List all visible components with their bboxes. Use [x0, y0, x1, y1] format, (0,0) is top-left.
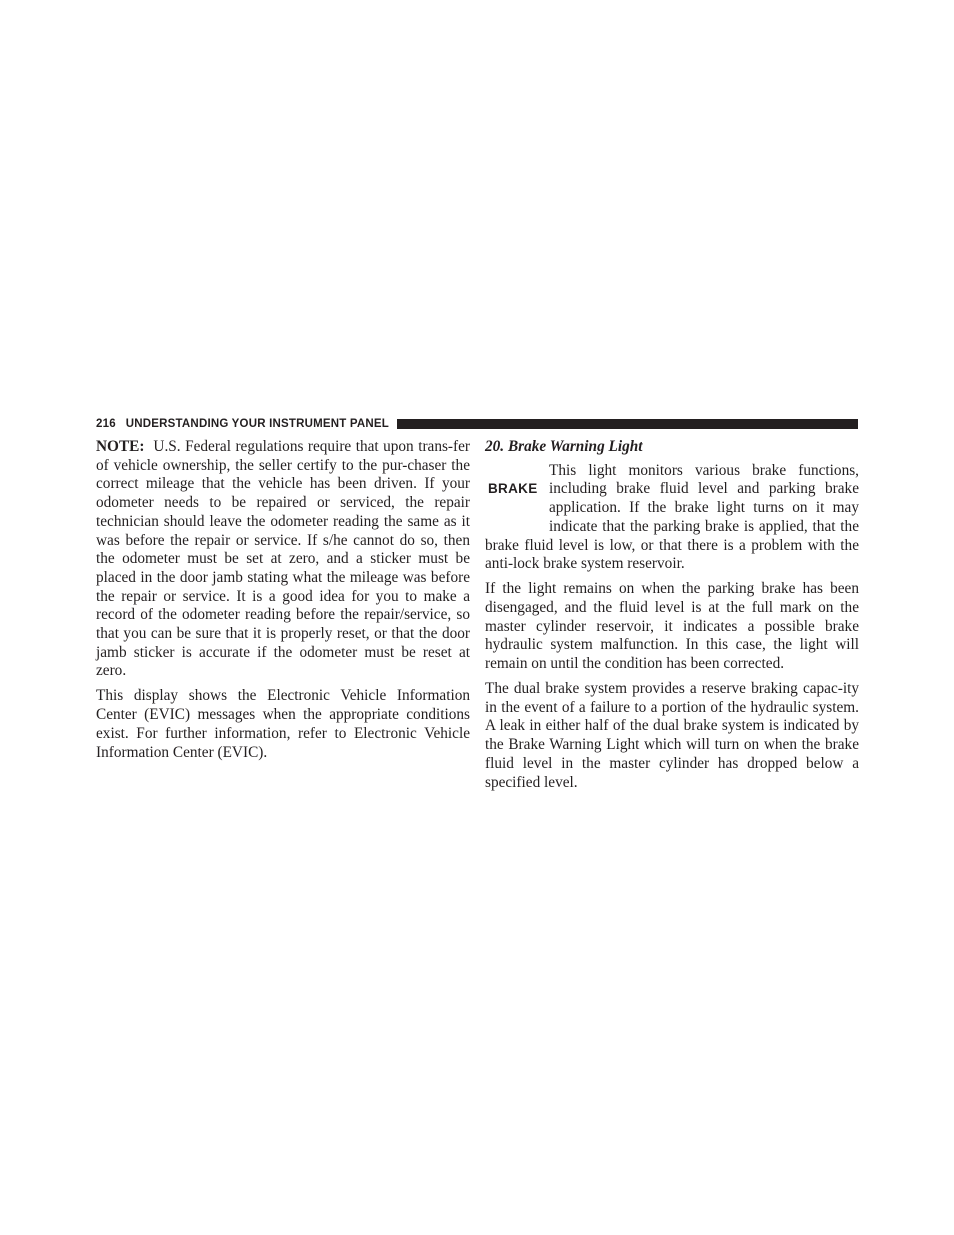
right-column: [485, 438, 859, 799]
brake-paragraph-1: This light monitors various brake functions, including brake fluid level and parking brake application. If the brake light turns on it may indicate that the parking brake is applied, that the brake fluid level is low, or that there is a problem with the anti-lock brake system reservoir.: [485, 461, 859, 573]
brake-paragraph-3: The dual brake system provides a reserve braking capac-ity in the event of a failure to a portion of the hydraulic system. A leak in either half of the dual brake system is indicated by the Brake Warning Light which will turn on when the brake fluid level in the master cylinder has dropped below a specified level.: [485, 680, 859, 791]
note-paragraph: [96, 438, 470, 681]
header-rule: [397, 419, 858, 429]
evic-paragraph: This display shows the Electronic Vehicle Information Center (EVIC) messages when the appropriate conditions exist. For further information, refer to Electronic Vehicle Information Center (EVIC).: [96, 687, 470, 761]
brake-icon-label: BRAKE: [488, 481, 538, 497]
brake-paragraph-2: If the light remains on when the parking brake has been disengaged, and the fluid level is at the full mark on the master cylinder reservoir, it indicates a possible brake hydraulic system malfunction. In this case, the light will remain on until the condition has been corrected.: [485, 580, 859, 673]
section-title: UNDERSTANDING YOUR INSTRUMENT PANEL: [125, 418, 389, 430]
page-header: [96, 417, 858, 431]
note-label: NOTE:: [96, 438, 145, 455]
left-column: [96, 438, 470, 769]
note-text: U.S. Federal regulations require that upon trans-fer of vehicle ownership, the seller certify to the pur-chaser the correct mileage that the vehicle has been driven. If your odometer needs to be repaired or serviced, the repair technician should leave the odometer reading the same as it was before the repair or service. If s/he cannot do so, then the odometer must be set at zero, and a sticker must be placed in the door jamb stating what the mileage was before the repair or service. It is a good idea for you to make a record of the odometer reading before the repair/service, so that you can be sure that it is properly reset, or that the door jamb sticker is accurate if the odometer must be reset at zero.: [96, 438, 470, 680]
brake-warning-icon: [485, 462, 541, 520]
brake-warning-light-heading: 20. Brake Warning Light: [485, 438, 643, 455]
page-number: 216: [96, 418, 116, 430]
